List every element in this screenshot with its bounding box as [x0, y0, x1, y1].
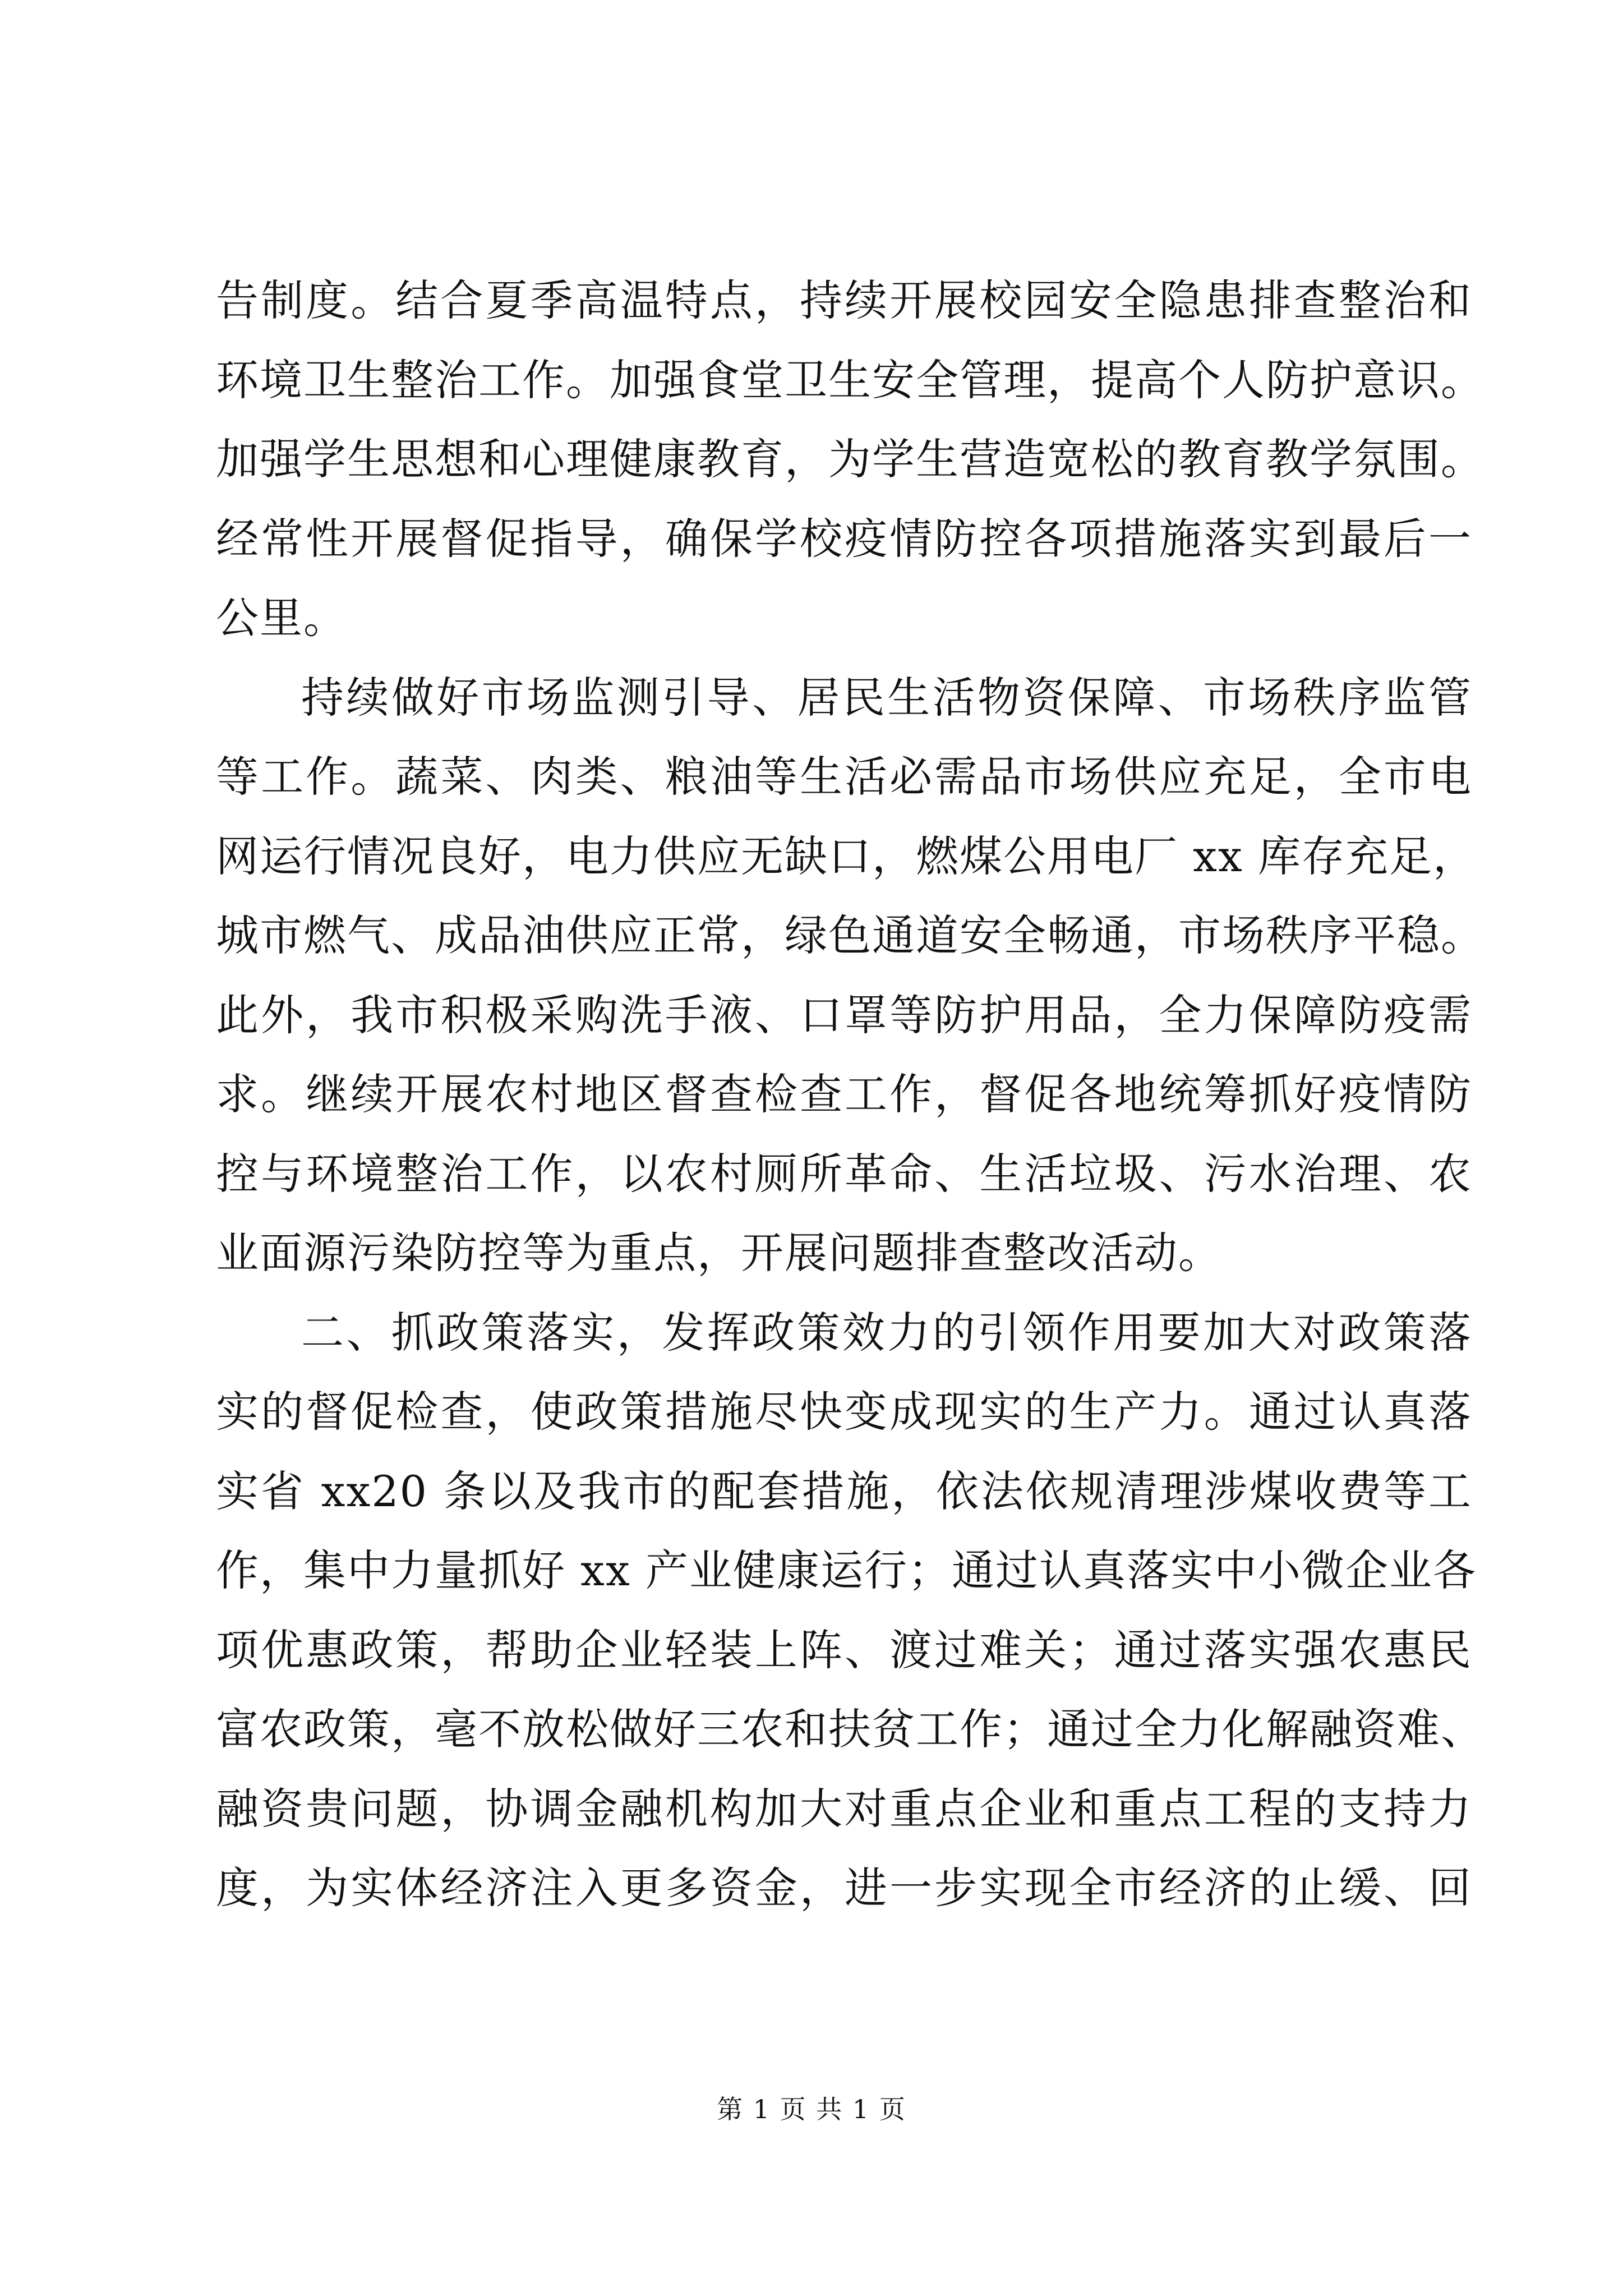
page-footer [0, 2092, 1623, 2126]
text-line: 富农政策，毫不放松做好三农和扶贫工作；通过全力化解融资难、 [216, 1704, 1484, 1754]
text-line: 公里。 [216, 593, 347, 643]
text-line: 求。继续开展农村地区督查检查工作，督促各地统筹抓好疫情防 [216, 1069, 1472, 1119]
text-line: 经常性开展督促指导，确保学校疫情防控各项措施落实到最后一 [216, 513, 1472, 564]
text-line: 作，集中力量抓好 xx 产业健康运行；通过认真落实中小微企业各 [216, 1545, 1477, 1595]
text-line: 实的督促检查，使政策措施尽快变成现实的生产力。通过认真落 [216, 1387, 1472, 1437]
text-line: 实省 xx20 条以及我市的配套措施，依法依规清理涉煤收费等工 [216, 1466, 1472, 1516]
document-body [216, 261, 1484, 1928]
text-line: 项优惠政策，帮助企业轻装上阵、渡过难关；通过落实强农惠民 [216, 1625, 1472, 1675]
text-line: 等工作。蔬菜、肉类、粮油等生活必需品市场供应充足，全市电 [216, 752, 1472, 802]
text-line: 网运行情况良好，电力供应无缺口，燃煤公用电厂 xx 库存充足， [216, 831, 1477, 881]
text-line: 加强学生思想和心理健康教育，为学生营造宽松的教育教学氛围。 [216, 434, 1484, 484]
page-number-label: 第 1 页 共 1 页 [717, 2094, 906, 2124]
text-line: 度，为实体经济注入更多资金，进一步实现全市经济的止缓、回 [216, 1863, 1472, 1913]
text-line: 告制度。结合夏季高温特点，持续开展校园安全隐患排查整治和 [216, 275, 1472, 325]
text-line: 环境卫生整治工作。加强食堂卫生安全管理，提高个人防护意识。 [216, 355, 1484, 405]
text-line: 融资贵问题，协调金融机构加大对重点企业和重点工程的支持力 [216, 1783, 1472, 1834]
text-line: 此外，我市积极采购洗手液、口罩等防护用品，全力保障防疫需 [216, 990, 1472, 1040]
text-line: 控与环境整治工作，以农村厕所革命、生活垃圾、污水治理、农 [216, 1148, 1472, 1199]
paragraph-first-line: 二、抓政策落实，发挥政策效力的引领作用要加大对政策落 [301, 1307, 1472, 1358]
text-line: 城市燃气、成品油供应正常，绿色通道安全畅通，市场秩序平稳。 [216, 910, 1484, 960]
text-line: 业面源污染防控等为重点，开展问题排查整改活动。 [216, 1228, 1222, 1278]
paragraph-first-line: 持续做好市场监测引导、居民生活物资保障、市场秩序监管 [301, 672, 1472, 723]
